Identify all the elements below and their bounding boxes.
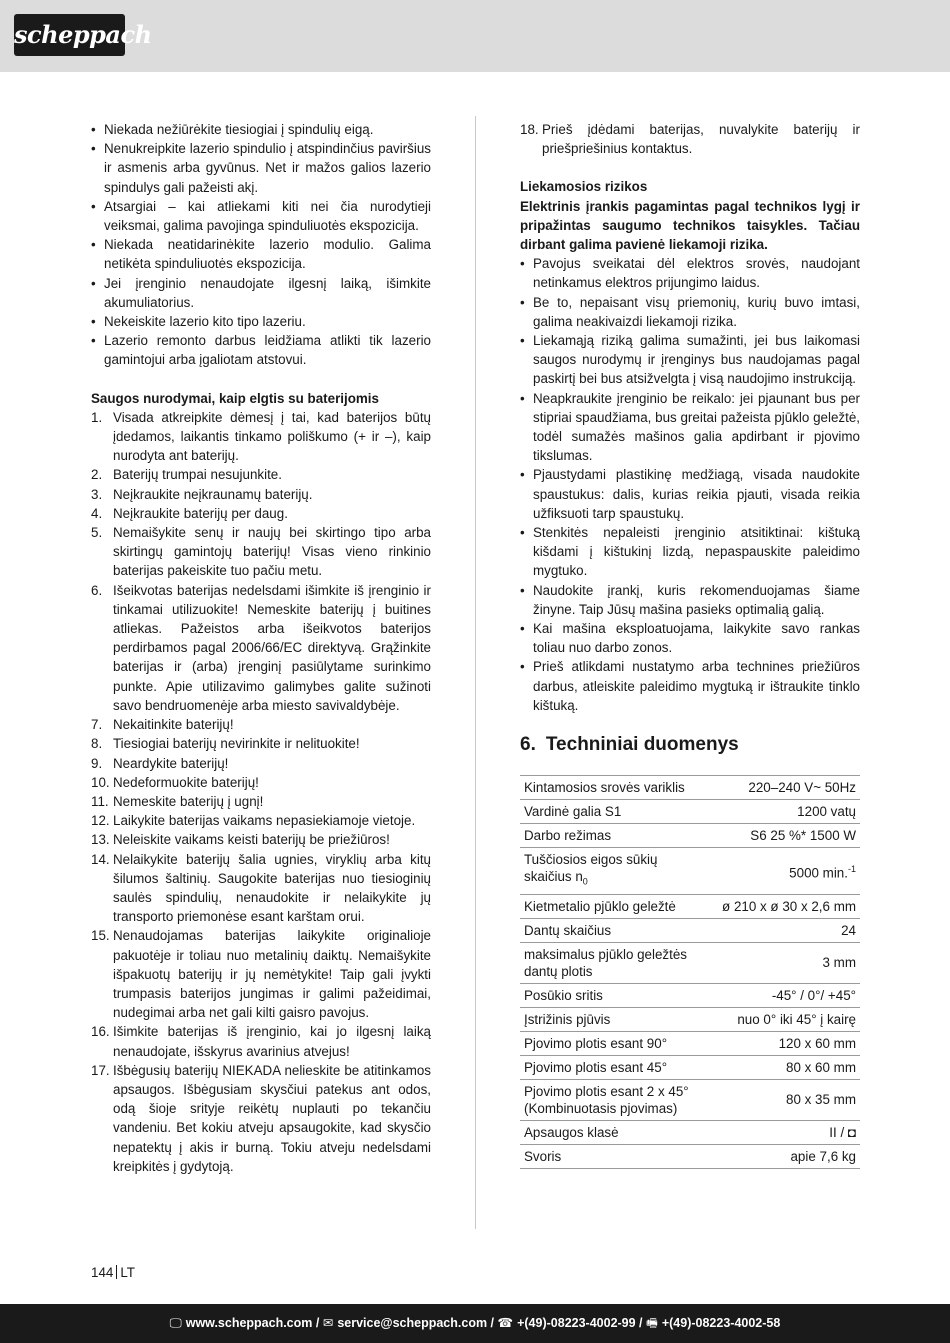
list-item: 2. Baterijų trumpai nesujunkite. [91, 467, 282, 483]
table-row [520, 1079, 860, 1120]
phone-number: +(49)-08223-4002-99 / [517, 1316, 643, 1330]
list-item: • Naudokite įrankį, kuris rekomenduojamas šiame žinyne. Taip Jūsų mašina pasieks optimalią galią. [520, 581, 860, 619]
spec-value: 24 [695, 918, 860, 942]
spec-label: Kintamosios srovės variklis [520, 776, 695, 800]
spec-label: Pjovimo plotis esant 90° [520, 1031, 695, 1055]
list-item: 11. Nemeskite baterijų į ugnį! [91, 793, 264, 809]
section-number: 6. [520, 734, 536, 756]
list-item: 18. Prieš įdėdami baterijas, nuvalykite baterijų ir priešpriešinius kontaktus. [520, 122, 860, 157]
list-item: • Kai mašina eksploatuojama, laikykite savo rankas toliau nuo darbo zonos. [520, 619, 860, 657]
left-column [91, 120, 431, 1176]
list-item: 7. Nekaitinkite baterijų! [91, 717, 234, 733]
computer-icon: 🖵 [169, 1316, 182, 1330]
spec-label: Vardinė galia S1 [520, 800, 695, 824]
table-row [520, 848, 860, 895]
list-item: • Jei įrenginio nenaudojate ilgesnį laiką, išimkite akumuliatorius. [91, 274, 431, 312]
list-item: • Pavojus sveikatai dėl elektros srovės, naudojant netinkamus elektros prijungimo laidus. [520, 254, 860, 292]
spec-value: S6 25 %* 1500 W [695, 824, 860, 848]
residual-risks-heading: Liekamosios rizikos [520, 179, 648, 195]
spec-value: 5000 min.$^{-1}$ [695, 848, 860, 895]
fax-icon: 🖷 [646, 1316, 658, 1330]
table-row [520, 1031, 860, 1055]
residual-risks-list [520, 254, 860, 715]
battery-safety-list [91, 408, 431, 1176]
spec-value: apie 7,6 kg [695, 1144, 860, 1168]
table-row [520, 800, 860, 824]
header-band [0, 0, 950, 72]
email-icon: ✉ [322, 1316, 334, 1330]
list-item: • Neapkraukite įrenginio be reikalo: jei pjaunant bus per stipriai spaudžiama, bus greitai pažeista pjūklo geležtė, todėl sumažės mašinos galia apdirbant ir pjovimo tikslumas. [520, 389, 860, 466]
list-item: 5. Nemaišykite senų ir naujų bei skirtingo tipo arba skirtingų gamintojų baterijų! Visas vieno rinkinio baterijas pakeiskite tuo pačiu metu. [91, 525, 431, 579]
list-item: 12. Laikykite baterijas vaikams nepasiekiamoje vietoje. [91, 813, 416, 829]
right-column [520, 120, 860, 1169]
scheppach-logo: scheppach [14, 14, 125, 56]
list-item: • Nenukreipkite lazerio spindulio į atspindinčius paviršius ir asmenis arba gyvūnus. Net ir mažos galios lazerio spindulys gali pažeisti akį. [91, 139, 431, 197]
spec-label: Dantų skaičius [520, 918, 695, 942]
separator-bar [116, 1265, 117, 1279]
spec-value: nuo 0° iki 45° į kairę [695, 1007, 860, 1031]
table-row [520, 776, 860, 800]
technical-data-table [520, 775, 860, 1169]
table-row [520, 1055, 860, 1079]
spec-value: ø 210 x ø 30 x 2,6 mm [695, 894, 860, 918]
table-row [520, 1144, 860, 1168]
spec-label: Pjovimo plotis esant 45° [520, 1055, 695, 1079]
battery-safety-list-continued [520, 120, 860, 158]
list-item: 4. Neįkraukite baterijų per daug. [91, 505, 288, 521]
fax-number: +(49)-08223-4002-58 [661, 1316, 781, 1330]
spec-label: Svoris [520, 1144, 695, 1168]
list-item: • Be to, nepaisant visų priemonių, kurių buvo imtasi, galima neakivaizdi liekamoji rizika. [520, 293, 860, 331]
spec-value: -45° / 0°/ +45° [695, 983, 860, 1007]
list-item: 16. Išimkite baterijas iš įrenginio, kai jo ilgesnį laiką nenaudojate, išskyrus avarinius atvejus! [91, 1024, 431, 1059]
spec-value: 3 mm [695, 942, 860, 983]
list-item: • Prieš atlikdami nustatymo arba technines priežiūros darbus, atleiskite paleidimo mygtuką ir ištraukite tinklo kištuką. [520, 657, 860, 715]
list-item: 9. Neardykite baterijų! [91, 755, 229, 771]
spec-value: 120 x 60 mm [695, 1031, 860, 1055]
phone-icon: ☎ [497, 1316, 514, 1330]
spec-label: Tuščiosios eigos sūkių skaičius $n_0$ [520, 848, 695, 895]
footer-band [0, 1304, 950, 1343]
residual-risks-intro: Elektrinis įrankis pagamintas pagal technikos lygį ir pripažintas saugumo technikos taisykles. Tačiau dirbant galima pavienė liekamoji rizika. [520, 198, 860, 253]
list-item: 1. Visada atkreipkite dėmesį į tai, kad baterijos būtų įdedamos, laikantis tinkamo poliškumo (+ ir –), kaip nurodyta ant baterijų. [91, 409, 431, 464]
laser-safety-list [91, 120, 431, 370]
table-row [520, 894, 860, 918]
section-title [520, 733, 860, 757]
page-number: 144 LT [91, 1265, 135, 1280]
list-item: • Pjaustydami plastikinę medžiagą, visada naudokite spaustukus: dalis, kurias reikia pjauti, visada reikia užfiksuoti tarp spaustukų. [520, 465, 860, 523]
list-item: • Nekeiskite lazerio kito tipo lazeriu. [91, 312, 431, 331]
spec-value: II / ◘ [695, 1120, 860, 1144]
website-link[interactable]: www.scheppach.com / [185, 1316, 320, 1330]
spec-label: Įstrižinis pjūvis [520, 1007, 695, 1031]
list-item: • Niekada nežiūrėkite tiesiogiai į spindulių eigą. [91, 120, 431, 139]
battery-safety-heading: Saugos nurodymai, kaip elgtis su baterijomis [91, 390, 379, 406]
spec-value: 80 x 60 mm [695, 1055, 860, 1079]
list-item: • Atsargiai – kai atliekami kiti nei čia nurodytieji veiksmai, galima pavojinga spinduliuotės ekspozicija. [91, 197, 431, 235]
spec-label: Pjovimo plotis esant 2 x 45° (Kombinuotasis pjovimas) [520, 1079, 695, 1120]
list-item: 10. Nedeformuokite baterijų! [91, 774, 259, 790]
list-item: • Niekada neatidarinėkite lazerio modulio. Galima netikėta spinduliuotės ekspozicija. [91, 235, 431, 273]
subscript: 0 [582, 876, 588, 887]
list-item: 8. Tiesiogiai baterijų nevirinkite ir nelituokite! [91, 736, 360, 752]
list-item: 14. Nelaikykite baterijų šalia ugnies, viryklių arba kitų šilumos šaltinių. Saugokite baterijas nuo tiesioginių saulės spindulių, nenaudokite ir nelaikykite jų transporto priemonėse esant karštam orui. [91, 851, 431, 925]
list-item: 3. Neįkraukite neįkraunamų baterijų. [91, 486, 313, 502]
spec-label: Apsaugos klasė [520, 1120, 695, 1144]
spec-label: Darbo režimas [520, 824, 695, 848]
email-link[interactable]: service@scheppach.com / [337, 1316, 495, 1330]
column-divider [475, 116, 476, 1229]
spec-label: Posūkio sritis [520, 983, 695, 1007]
list-item: 17. Išbėgusių baterijų NIEKADA nelieskite be atitinkamos apsaugos. Išbėgusiam skysčiui patekus ant odos, odą šioje srityje reikėtų nuplauti po tekančiu vandeniu. Bet kokiu atveju apsaugokite, kad skysčio nepatektų į akis ir burną. Tokiu atveju nedelsdami kreipkitės į gydytoją. [91, 1062, 431, 1174]
list-item: 13. Neleiskite vaikams keisti baterijų be priežiūros! [91, 832, 390, 848]
list-item: 6. Išeikvotas baterijas nedelsdami išimkite iš įrenginio ir tinkamai utilizuokite! Nemeskite baterijų į buitines atliekas. Pažeistos arba išeikvotos baterijos perdirbamos pagal 2006/66/EC direktyvą. Grąžinkite baterijas ir (arba) įrenginį pasiūlytame surinkimo punkte. Apie utilizavimo galimybes galite sužinoti savo bendruomenėje arba miesto savivaldybėje. [91, 582, 431, 713]
spec-value: 220–240 V~ 50Hz [695, 776, 860, 800]
table-row [520, 824, 860, 848]
superscript: -1 [847, 863, 856, 874]
table-row [520, 918, 860, 942]
list-item: 15. Nenaudojamas baterijas laikykite originalioje pakuotėje ir toliau nuo metalinių daiktų. Nemaišykite išpakuotų baterijų ir jų nemėtykite! Taip gali įvykti trumpasis baterijos jungimas ir galimi pažeidimai, nudegimai arba net gali kilti gaisro pavojus. [91, 928, 431, 1021]
list-item: • Stenkitės nepaleisti įrenginio atsitiktinai: kištuką kišdami į kištukinį lizdą, nepaspauskite paleidimo mygtuko. [520, 523, 860, 581]
list-item: • Liekamąją riziką galima sumažinti, jei bus laikomasi saugos nurodymų ir įrenginys bus naudojamas pagal paskirtį bei bus atsižvelgta į visą naudojimo instrukciją. [520, 331, 860, 389]
section-title-text: Techniniai duomenys [545, 734, 739, 756]
spec-value: 1200 vatų [695, 800, 860, 824]
list-item: • Lazerio remonto darbus leidžiama atlikti tik lazerio gamintojui arba įgaliotam atstovui. [91, 331, 431, 369]
spec-label: Kietmetalio pjūklo geležtė [520, 894, 695, 918]
table-row [520, 942, 860, 983]
table-row [520, 1120, 860, 1144]
spec-value: 80 x 35 mm [695, 1079, 860, 1120]
table-row [520, 1007, 860, 1031]
table-row [520, 983, 860, 1007]
spec-label: maksimalus pjūklo geležtės dantų plotis [520, 942, 695, 983]
